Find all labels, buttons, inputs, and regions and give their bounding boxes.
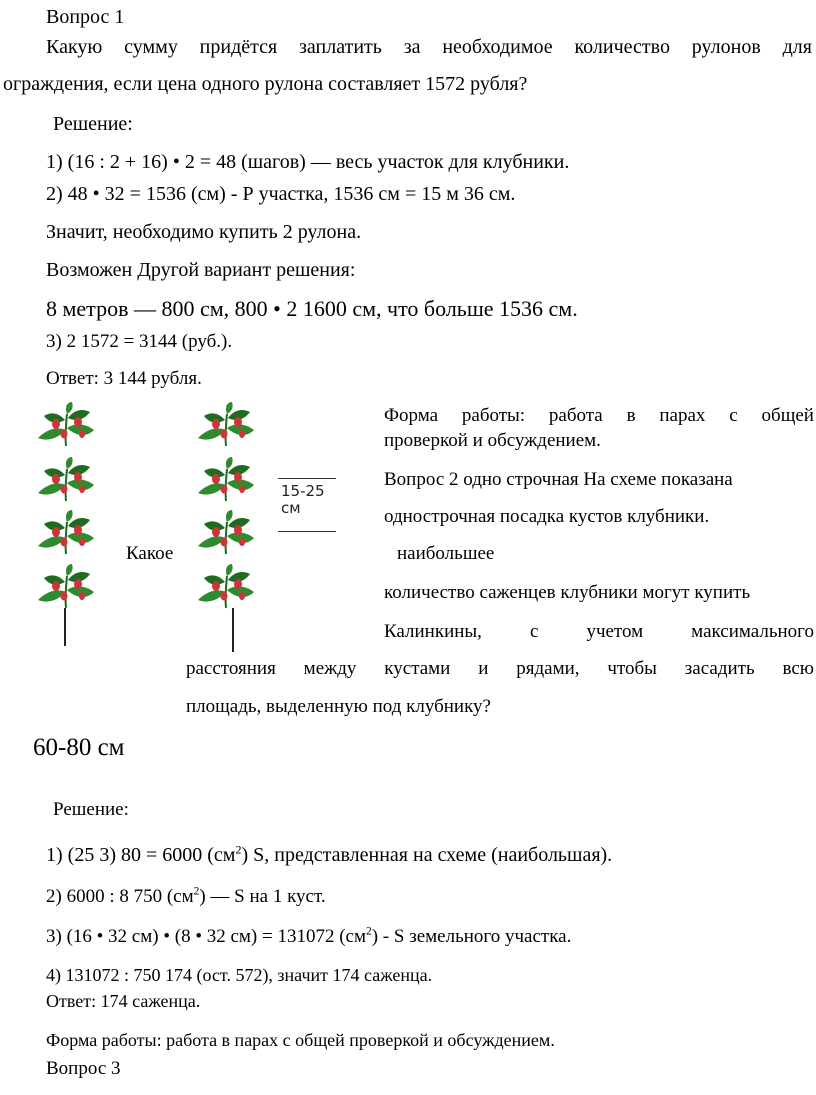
q2-form-line2: проверкой и обсуждением.	[384, 430, 601, 451]
q2-answer: Ответ: 174 саженца.	[46, 991, 201, 1011]
word: с	[529, 621, 539, 642]
q2-form-line1	[384, 405, 814, 427]
q2-question-line4: количество саженцев клубники могут купить	[384, 582, 751, 603]
q1-title: Вопрос 1	[46, 6, 125, 28]
word: рулонов	[691, 36, 761, 58]
word: общей	[761, 405, 814, 426]
q2-step2: 2) 6000 : 8 750 $(см^2)$ — S на 1 куст.	[46, 885, 326, 907]
word: сумму	[124, 36, 178, 58]
word: Какую	[46, 36, 103, 58]
word: придётся	[199, 36, 278, 58]
word: чтобы	[607, 658, 657, 679]
word: расстояния	[186, 658, 276, 679]
word: парах	[659, 405, 706, 426]
word: Калинкины,	[384, 621, 482, 642]
q1-step3: 3) 2 1572 = 3144 (руб.).	[46, 331, 233, 352]
strawberry-plant-icon	[194, 508, 258, 561]
word: максимального	[691, 621, 814, 642]
q1-conclusion: Значит, необходимо купить 2 рулона.	[46, 221, 362, 243]
strawberry-plant-icon	[34, 562, 98, 615]
q2-question-line6	[186, 658, 814, 680]
strawberry-plant-icon	[194, 562, 258, 615]
spacing-line-bottom	[278, 531, 336, 532]
q1-alt-line: 8 метров — 800 см, 800 • 2 1600 см, что больше 1536 см.	[46, 296, 578, 321]
q2-step4: 4) 131072 : 750 174 (ост. 572), значит 174 саженца.	[46, 965, 433, 985]
word: для	[782, 36, 812, 58]
q2-left-word: Какое	[126, 543, 174, 564]
q1-solution-label: Решение:	[53, 113, 133, 135]
word: в	[626, 405, 636, 426]
q1-step1: 1) (16 : 2 + 16) • 2 = 48 (шагов) — весь участок для клубники.	[46, 151, 570, 173]
q2-question-line2: однострочная посадка кустов клубники.	[384, 506, 710, 527]
q1-question-line1	[46, 36, 812, 59]
q2-form: Форма работы: работа в парах с общей проверкой и обсуждением.	[46, 1030, 555, 1050]
q2-question-line7: площадь, выделенную под клубнику?	[186, 696, 491, 717]
q1-alt-label: Возможен Другой вариант решения:	[46, 259, 356, 281]
word: кустами	[384, 658, 451, 679]
row-line-left	[64, 608, 66, 646]
word: рядами,	[516, 658, 580, 679]
word: Форма	[384, 405, 439, 426]
word: заплатить	[299, 36, 382, 58]
row-line-right	[232, 608, 234, 652]
strawberry-plant-icon	[34, 508, 98, 561]
word: количество	[574, 36, 670, 58]
strawberry-plant-icon	[34, 455, 98, 508]
q2-step3: 3) (16 • 32 см) • (8 • 32 см) = 131072 $(см^2)$ - S земельного участка.	[46, 925, 572, 947]
q2-question-line1: Вопрос 2 одно строчная На схеме показана	[384, 469, 733, 490]
q3-title: Вопрос 3	[46, 1058, 121, 1079]
spacing-line-top	[278, 478, 336, 479]
q1-question-line2: ограждения, если цена одного рулона составляет 1572 рубля?	[3, 73, 528, 95]
word: с	[729, 405, 738, 426]
word: работы:	[461, 405, 526, 426]
word: всю	[782, 658, 814, 679]
q1-step2: 2) 48 • 32 = 1536 (см) - Р участка, 1536 см = 15 м 36 см.	[46, 183, 516, 205]
strawberry-plant-icon	[34, 400, 98, 453]
q2-question-line3: наибольшее	[397, 543, 495, 564]
q2-question-line5	[384, 621, 814, 643]
strawberry-plant-icon	[194, 400, 258, 453]
word: засадить	[684, 658, 755, 679]
word: учетом	[586, 621, 644, 642]
word: необходимое	[442, 36, 553, 58]
word: между	[303, 658, 357, 679]
strawberry-plant-icon	[194, 455, 258, 508]
spacing-label: 15-25 см	[281, 482, 325, 518]
q2-step1: 1) (25 3) 80 = 6000 $(см^2)$ S, представленная на схеме (наибольшая).	[46, 842, 613, 866]
word: и	[478, 658, 489, 679]
row-spacing-label: 60-80 см	[33, 734, 125, 761]
q2-solution-label: Решение:	[53, 799, 129, 820]
q1-answer: Ответ: 3 144 рубля.	[46, 368, 202, 389]
word: работа	[548, 405, 603, 426]
word: за	[403, 36, 421, 58]
